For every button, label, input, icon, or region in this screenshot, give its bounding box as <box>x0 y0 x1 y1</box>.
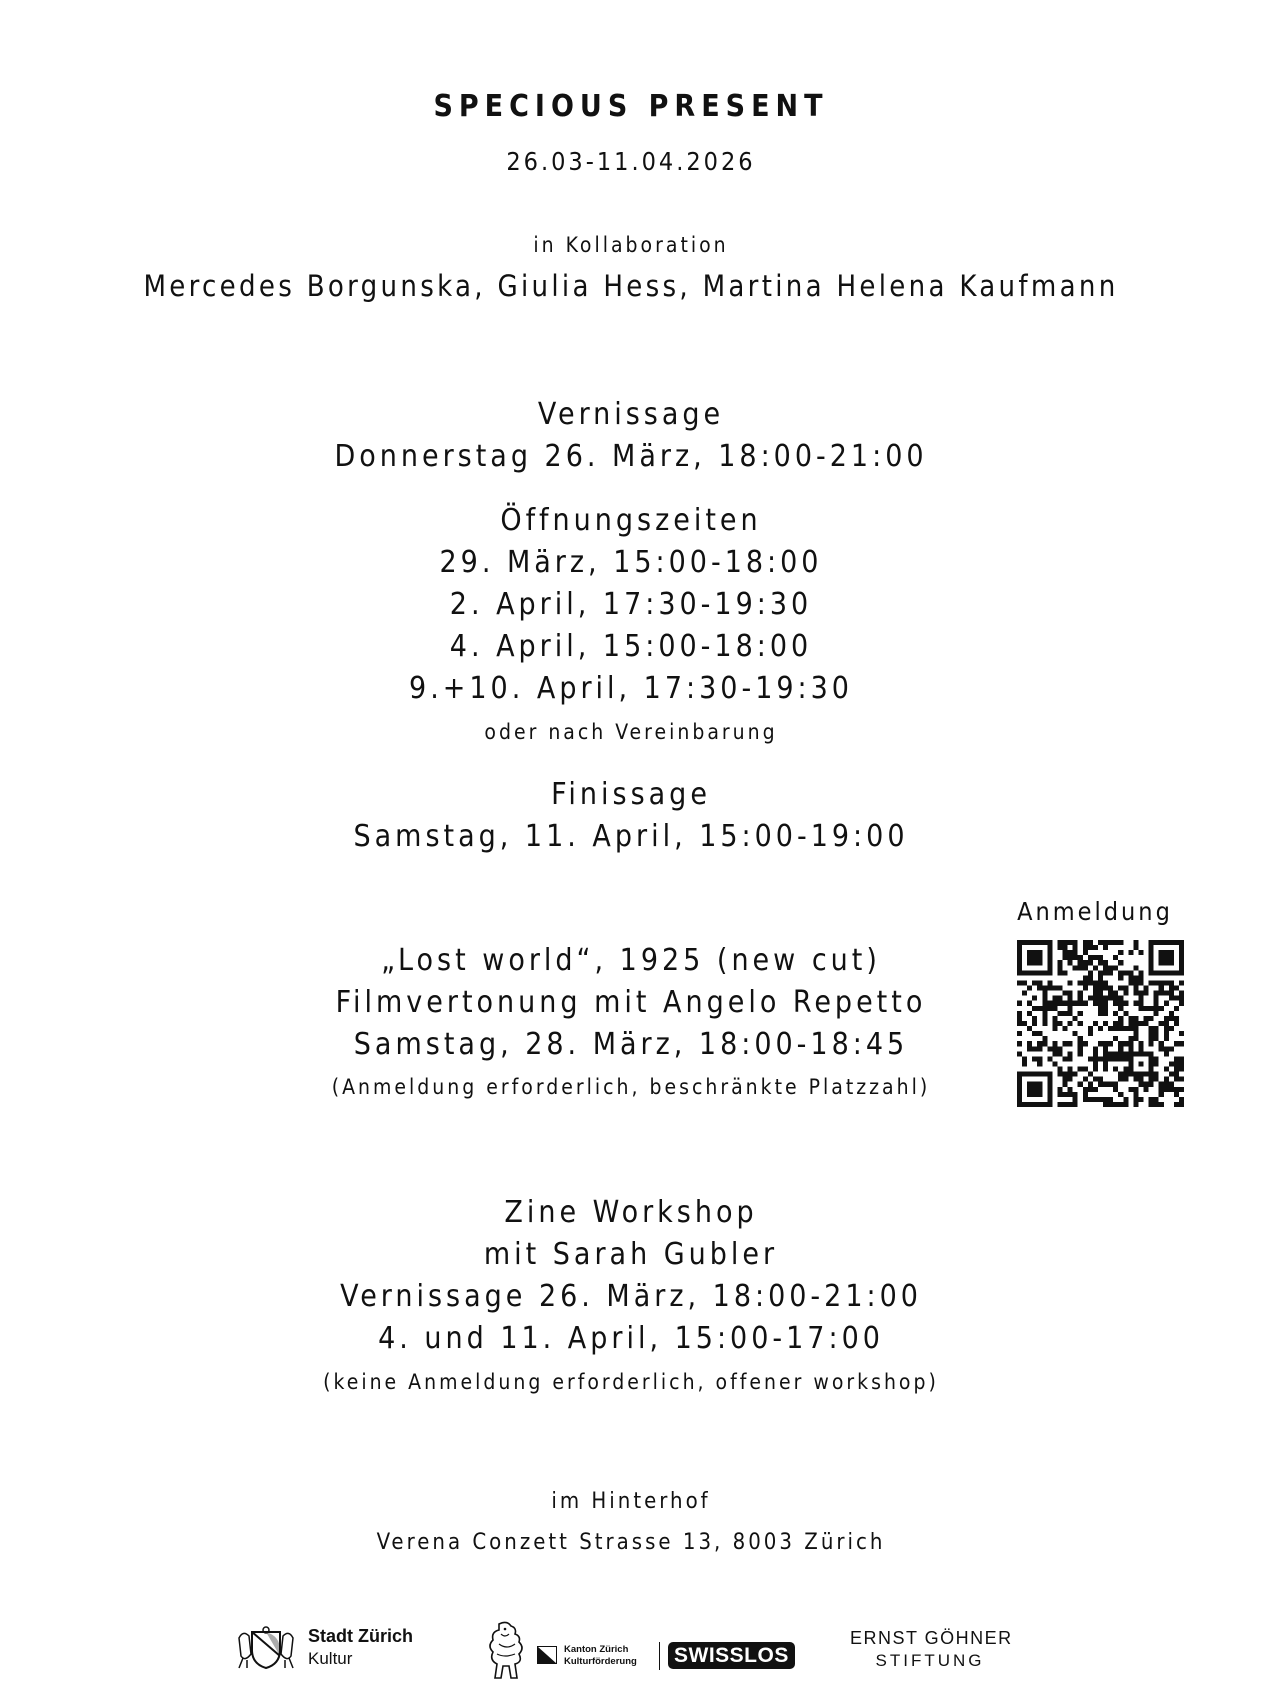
qr-module <box>1068 1067 1073 1072</box>
qr-module <box>1042 940 1047 945</box>
qr-module <box>1103 1102 1108 1107</box>
qr-module <box>1108 940 1113 945</box>
qr-module <box>1103 980 1108 985</box>
qr-module <box>1022 980 1027 985</box>
qr-module <box>1174 1021 1179 1026</box>
qr-module <box>1068 980 1073 985</box>
qr-module <box>1068 1102 1073 1107</box>
qr-module <box>1042 1072 1047 1077</box>
qr-module <box>1032 940 1037 945</box>
qr-module <box>1027 1072 1032 1077</box>
qr-module <box>1133 940 1138 945</box>
qr-module <box>1068 940 1073 945</box>
qr-module <box>1027 1102 1032 1107</box>
qr-module <box>1113 1021 1118 1026</box>
logo-divider <box>659 1642 660 1670</box>
qr-module <box>1022 1061 1027 1066</box>
qr-module <box>1073 1102 1078 1107</box>
qr-module <box>1179 940 1184 945</box>
qr-module <box>1154 940 1159 945</box>
qr-module <box>1133 980 1138 985</box>
vernissage-heading: Vernissage <box>537 397 725 432</box>
qr-module <box>1113 1067 1118 1072</box>
opening-hours-item: 9.+10. April, 17:30-19:30 <box>409 671 853 706</box>
opening-hours-heading: Öffnungszeiten <box>500 503 762 538</box>
kanton-flag-icon <box>537 1646 557 1664</box>
qr-module <box>1149 1072 1154 1077</box>
qr-module <box>1068 1072 1073 1077</box>
workshop-note: (keine Anmeldung erforderlich, offener workshop) <box>323 1370 939 1394</box>
qr-module <box>1154 1072 1159 1077</box>
qr-module <box>1063 1102 1068 1107</box>
location-address: Verena Conzett Strasse 13, 8003 Zürich <box>376 1530 886 1555</box>
goehner-foundation: STIFTUNG <box>875 1651 985 1670</box>
qr-module <box>1098 940 1103 945</box>
qr-module <box>1149 940 1154 945</box>
qr-module <box>1133 1021 1138 1026</box>
qr-module <box>1078 1021 1083 1026</box>
qr-module <box>1159 1021 1164 1026</box>
film-subtitle: Filmvertonung mit Angelo Repetto <box>335 985 927 1020</box>
qr-module <box>1128 1067 1133 1072</box>
registration-label: Anmeldung <box>1017 897 1173 926</box>
exhibition-title: SPECIOUS PRESENT <box>433 89 829 124</box>
qr-module <box>1174 1061 1179 1066</box>
workshop-time: Vernissage 26. März, 18:00-21:00 <box>340 1279 922 1314</box>
qr-module <box>1017 1072 1022 1077</box>
film-time: Samstag, 28. März, 18:00-18:45 <box>353 1027 909 1062</box>
qr-module <box>1128 975 1133 980</box>
qr-module <box>1022 1102 1027 1107</box>
qr-module <box>1128 1061 1133 1066</box>
qr-module <box>1057 1102 1062 1107</box>
qr-module <box>1042 1021 1047 1026</box>
goehner-name: ERNST GÖHNER <box>850 1628 1013 1648</box>
qr-module <box>1103 940 1108 945</box>
stadt-zuerich-name: Stadt Zürich <box>308 1626 414 1646</box>
qr-module <box>1103 1021 1108 1026</box>
finissage-heading: Finissage <box>551 777 711 812</box>
qr-module <box>1088 940 1093 945</box>
artist-names: Mercedes Borgunska, Giulia Hess, Martina Helena Kaufmann <box>143 269 1119 303</box>
qr-module <box>1078 980 1083 985</box>
qr-module <box>1057 1021 1062 1026</box>
qr-module <box>1073 940 1078 945</box>
qr-module <box>1063 940 1068 945</box>
qr-module <box>1174 1072 1179 1077</box>
qr-module <box>1138 975 1143 980</box>
qr-module <box>1149 1102 1154 1107</box>
stadt-zuerich-dept: Kultur <box>308 1649 353 1668</box>
qr-module <box>1113 1102 1118 1107</box>
vernissage-time: Donnerstag 26. März, 18:00-21:00 <box>334 439 928 474</box>
qr-module <box>1073 1072 1078 1077</box>
kanton-dept: Kulturförderung <box>564 1656 637 1667</box>
qr-module <box>1164 1021 1169 1026</box>
qr-module <box>1037 1072 1042 1077</box>
qr-module <box>1128 1021 1133 1026</box>
qr-module <box>1083 940 1088 945</box>
qr-module <box>1078 1067 1083 1072</box>
qr-module <box>1088 980 1093 985</box>
qr-module <box>1032 1021 1037 1026</box>
qr-module <box>1052 1021 1057 1026</box>
qr-module <box>1118 1072 1123 1077</box>
qr-module <box>1174 1102 1179 1107</box>
qr-module <box>1057 1067 1062 1072</box>
opening-hours-item: 2. April, 17:30-19:30 <box>449 587 813 622</box>
qr-module <box>1047 940 1052 945</box>
film-note: (Anmeldung erforderlich, beschränkte Platzzahl) <box>331 1075 931 1099</box>
qr-module <box>1179 980 1184 985</box>
qr-module <box>1118 1021 1123 1026</box>
qr-module <box>1047 980 1052 985</box>
qr-module <box>1083 980 1088 985</box>
qr-module <box>1093 1061 1098 1066</box>
qr-module <box>1083 1067 1088 1072</box>
qr-module <box>1037 980 1042 985</box>
qr-module <box>1063 1072 1068 1077</box>
qr-module <box>1128 980 1133 985</box>
kanton-name: Kanton Zürich <box>564 1644 629 1655</box>
qr-module <box>1138 1021 1143 1026</box>
collaboration-label: in Kollaboration <box>533 233 729 257</box>
qr-module <box>1098 975 1103 980</box>
qr-module <box>1138 980 1143 985</box>
qr-module <box>1154 1061 1159 1066</box>
qr-module <box>1169 980 1174 985</box>
lion-icon <box>485 1620 529 1682</box>
qr-module <box>1032 1072 1037 1077</box>
qr-module <box>1133 1102 1138 1107</box>
opening-hours-item: 29. März, 15:00-18:00 <box>439 545 823 580</box>
qr-module <box>1154 1102 1159 1107</box>
workshop-time: 4. und 11. April, 15:00-17:00 <box>378 1321 884 1356</box>
qr-module <box>1174 1067 1179 1072</box>
qr-module <box>1103 1061 1108 1066</box>
qr-module <box>1042 1102 1047 1107</box>
qr-module <box>1123 1102 1128 1107</box>
qr-module <box>1047 1102 1052 1107</box>
qr-module <box>1159 1102 1164 1107</box>
qr-module <box>1128 1072 1133 1077</box>
qr-module <box>1088 1072 1093 1077</box>
qr-module <box>1052 1061 1057 1066</box>
qr-module <box>1149 980 1154 985</box>
qr-module <box>1179 1067 1184 1072</box>
qr-module <box>1093 1067 1098 1072</box>
qr-module <box>1032 980 1037 985</box>
qr-module <box>1017 1102 1022 1107</box>
qr-module <box>1057 940 1062 945</box>
qr-module <box>1037 940 1042 945</box>
qr-module <box>1103 1067 1108 1072</box>
qr-module <box>1164 980 1169 985</box>
sponsor-logos <box>0 1620 1262 1690</box>
qr-module <box>1093 1021 1098 1026</box>
swisslos-logo: SWISSLOS <box>668 1642 795 1669</box>
qr-module <box>1144 1072 1149 1077</box>
qr-module <box>1022 1021 1027 1026</box>
exhibition-dates: 26.03-11.04.2026 <box>506 147 756 176</box>
qr-module <box>1123 1067 1128 1072</box>
qr-module <box>1068 1021 1073 1026</box>
qr-module <box>1022 940 1027 945</box>
qr-module <box>1133 975 1138 980</box>
qr-module <box>1037 1061 1042 1066</box>
qr-module <box>1169 1072 1174 1077</box>
qr-module <box>1164 1067 1169 1072</box>
location-place: im Hinterhof <box>551 1489 711 1514</box>
qr-module <box>1138 1072 1143 1077</box>
qr-module <box>1169 940 1174 945</box>
qr-module <box>1113 940 1118 945</box>
qr-module <box>1159 940 1164 945</box>
qr-module <box>1179 1102 1184 1107</box>
qr-module <box>1037 1102 1042 1107</box>
qr-module <box>1098 980 1103 985</box>
qr-module <box>1149 1061 1154 1066</box>
qr-module <box>1118 940 1123 945</box>
qr-module <box>1159 980 1164 985</box>
qr-module <box>1057 1072 1062 1077</box>
qr-module <box>1164 940 1169 945</box>
qr-module <box>1027 940 1032 945</box>
qr-module <box>1179 1061 1184 1066</box>
qr-module <box>1138 1061 1143 1066</box>
qr-module <box>1017 980 1022 985</box>
qr-module <box>1133 1072 1138 1077</box>
finissage-time: Samstag, 11. April, 15:00-19:00 <box>353 819 909 854</box>
qr-module <box>1118 975 1123 980</box>
opening-hours-note: oder nach Vereinbarung <box>484 720 778 744</box>
qr-module <box>1174 940 1179 945</box>
qr-module <box>1083 975 1088 980</box>
opening-hours-item: 4. April, 15:00-18:00 <box>449 629 813 664</box>
qr-module <box>1118 1102 1123 1107</box>
qr-module <box>1149 1067 1154 1072</box>
qr-module <box>1088 975 1093 980</box>
qr-module <box>1022 1072 1027 1077</box>
qr-module <box>1169 1061 1174 1066</box>
qr-module <box>1017 940 1022 945</box>
qr-module <box>1154 980 1159 985</box>
qr-module <box>1032 1102 1037 1107</box>
workshop-host: mit Sarah Gubler <box>483 1237 779 1272</box>
qr-module <box>1108 1102 1113 1107</box>
film-title: „Lost world“, 1925 (new cut) <box>381 943 881 978</box>
zurich-crest-icon <box>235 1626 297 1670</box>
qr-module <box>1017 1021 1022 1026</box>
qr-module <box>1093 980 1098 985</box>
qr-module <box>1047 1072 1052 1077</box>
qr-module <box>1144 1021 1149 1026</box>
qr-module <box>1123 1072 1128 1077</box>
workshop-title: Zine Workshop <box>504 1195 758 1230</box>
